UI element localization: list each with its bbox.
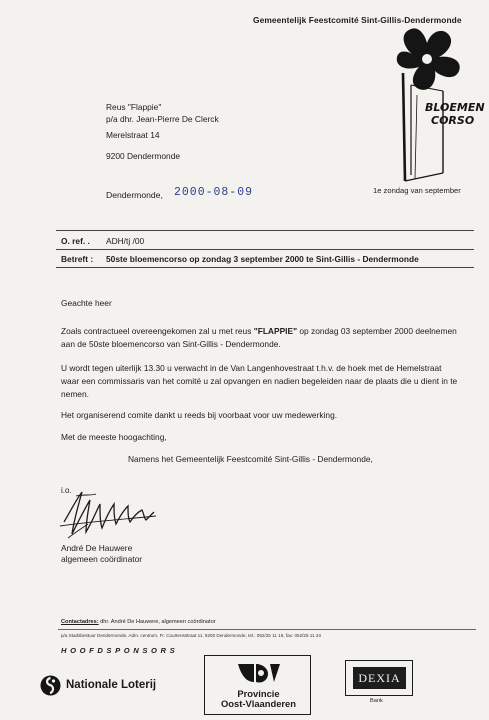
rule-bottom	[56, 267, 474, 268]
contact-address	[61, 619, 216, 625]
logo-wordmark	[425, 101, 485, 127]
handwritten-signature	[56, 482, 161, 544]
paragraph-4: Met de meeste hoogachting,	[61, 432, 167, 442]
sponsor-2-line-2: Oost-Vlaanderen	[220, 698, 297, 709]
sponsor-1-name: Nationale Loterij	[66, 679, 157, 691]
signer-name: André De Hauwere	[61, 543, 133, 553]
subject-label: Betreft :	[61, 254, 94, 264]
contact-value: dhr. André De Hauwere, algemeen coördinator	[98, 619, 216, 625]
date-stamp: 2000-08-09	[174, 186, 254, 199]
paragraph-2: U wordt tegen uiterlijk 13.30 u verwacht in de Van Langenhovestraat t.h.v. de hoek met de Hemelstraat waar een commissaris van het comité u zal opvangen en nadien begeleiden naar de plaats die u dient in te nemen.	[61, 363, 458, 399]
date-city: Dendermonde,	[106, 190, 163, 200]
sponsor-dexia	[345, 660, 413, 696]
dexia-wordmark: DEXIA	[353, 667, 406, 689]
signature-io: i.o.	[61, 486, 72, 495]
sponsor-provincie-oost-vlaanderen	[204, 655, 311, 715]
paragraph-1-text-a: Zoals contractueel overeengekomen zal u met reus	[61, 326, 254, 336]
recipient-line-2: p/a dhr. Jean-Pierre De Clerck	[106, 114, 219, 124]
paragraph-3: Het organiserend comite dankt u reeds bij voorbaat voor uw medewerking.	[61, 410, 338, 420]
recipient-line-4: 9200 Dendermonde	[106, 151, 181, 161]
dexia-bank-label: Bank	[370, 698, 383, 704]
paragraph-1-text-b: op zondag 03 september 2000 deelnemen aan de 50ste bloemencorso van Sint-Gillis - Dendermonde.	[61, 326, 457, 349]
reference-label: O. ref. .	[61, 236, 90, 246]
contact-address-line: p/a Stadsbestuur Dendermonde, Adm. centrum, Fr. Courtensstraat 11, 9200 Dendermonde, tel.: 052/25 11 16, fax: 052/25 11 24	[61, 633, 321, 638]
recipient-line-1: Reus "Flappie"	[106, 102, 162, 112]
logo-word-1: BLOEMEN	[425, 101, 485, 114]
contact-label: Contactadres:	[61, 619, 99, 625]
logo-word-2: CORSO	[431, 114, 475, 127]
closing-line: Namens het Gemeentelijk Feestcomité Sint-Gillis - Dendermonde,	[128, 454, 373, 464]
loterij-logo-icon	[40, 675, 61, 696]
sunday-note: 1e zondag van september	[373, 186, 461, 195]
recipient-line-3: Merelstraat 14	[106, 130, 160, 140]
bloemencorso-logo	[381, 25, 485, 183]
signer-block	[61, 543, 142, 566]
paragraph-1	[61, 325, 461, 351]
paragraph-1-giant-name: "FLAPPIE"	[253, 326, 298, 336]
provincie-logo-icon	[234, 660, 284, 686]
rule-top	[56, 230, 474, 231]
organisation-header: Gemeentelijk Feestcomité Sint-Gillis-Dendermonde	[253, 15, 462, 25]
sponsor-nationale-loterij	[40, 673, 156, 697]
sponsor-2-line-1: Provincie	[237, 688, 280, 699]
signer-role: algemeen coördinator	[61, 554, 143, 565]
rule-middle	[56, 249, 474, 250]
sponsors-heading: HOOFDSPONSORS	[61, 646, 179, 655]
reference-value: ADH/tj /00	[106, 236, 145, 246]
footer-rule	[58, 629, 476, 630]
salutation: Geachte heer	[61, 298, 112, 308]
subject-value: 50ste bloemencorso op zondag 3 september 2000 te Sint-Gillis - Dendermonde	[106, 254, 419, 264]
